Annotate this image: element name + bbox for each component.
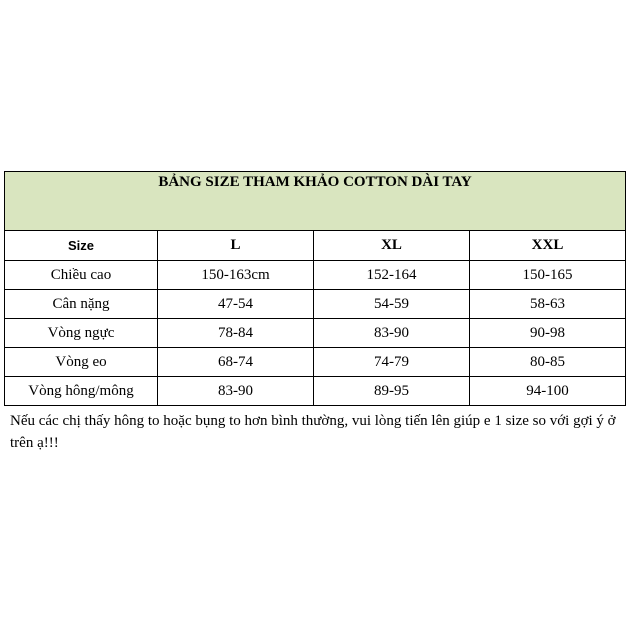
table-cell: 150-165 [470, 261, 626, 290]
table-cell: 54-59 [314, 290, 470, 319]
table-row-chest [5, 319, 626, 348]
table-row-weight [5, 290, 626, 319]
table-cell: 94-100 [470, 377, 626, 406]
table-title: BẢNG SIZE THAM KHẢO COTTON DÀI TAY [5, 172, 626, 231]
header-row [5, 231, 626, 261]
table-cell: 58-63 [470, 290, 626, 319]
table-row-hip [5, 377, 626, 406]
title-row [5, 172, 626, 231]
header-size-xl: XL [314, 231, 470, 261]
table-cell: 89-95 [314, 377, 470, 406]
table-cell: 80-85 [470, 348, 626, 377]
table-cell: 150-163cm [158, 261, 314, 290]
table-cell: 47-54 [158, 290, 314, 319]
table-row-waist [5, 348, 626, 377]
row-label: Vòng eo [5, 348, 158, 377]
table-cell: 68-74 [158, 348, 314, 377]
table-cell: 74-79 [314, 348, 470, 377]
row-label: Vòng ngực [5, 319, 158, 348]
header-size-xxl: XXL [470, 231, 626, 261]
table-cell: 90-98 [470, 319, 626, 348]
size-advice-note: Nếu các chị thấy hông to hoặc bụng to hơn bình thường, vui lòng tiến lên giúp e 1 size so với gợi ý ở trên ạ!!! [10, 413, 616, 451]
table-cell: 83-90 [158, 377, 314, 406]
header-size-l: L [158, 231, 314, 261]
table-row-height [5, 261, 626, 290]
row-label: Chiều cao [5, 261, 158, 290]
table-cell: 78-84 [158, 319, 314, 348]
row-label: Cân nặng [5, 290, 158, 319]
size-chart-table [4, 171, 626, 406]
table-cell: 152-164 [314, 261, 470, 290]
row-label: Vòng hông/mông [5, 377, 158, 406]
table-cell: 83-90 [314, 319, 470, 348]
header-size-label: Size [5, 231, 158, 261]
